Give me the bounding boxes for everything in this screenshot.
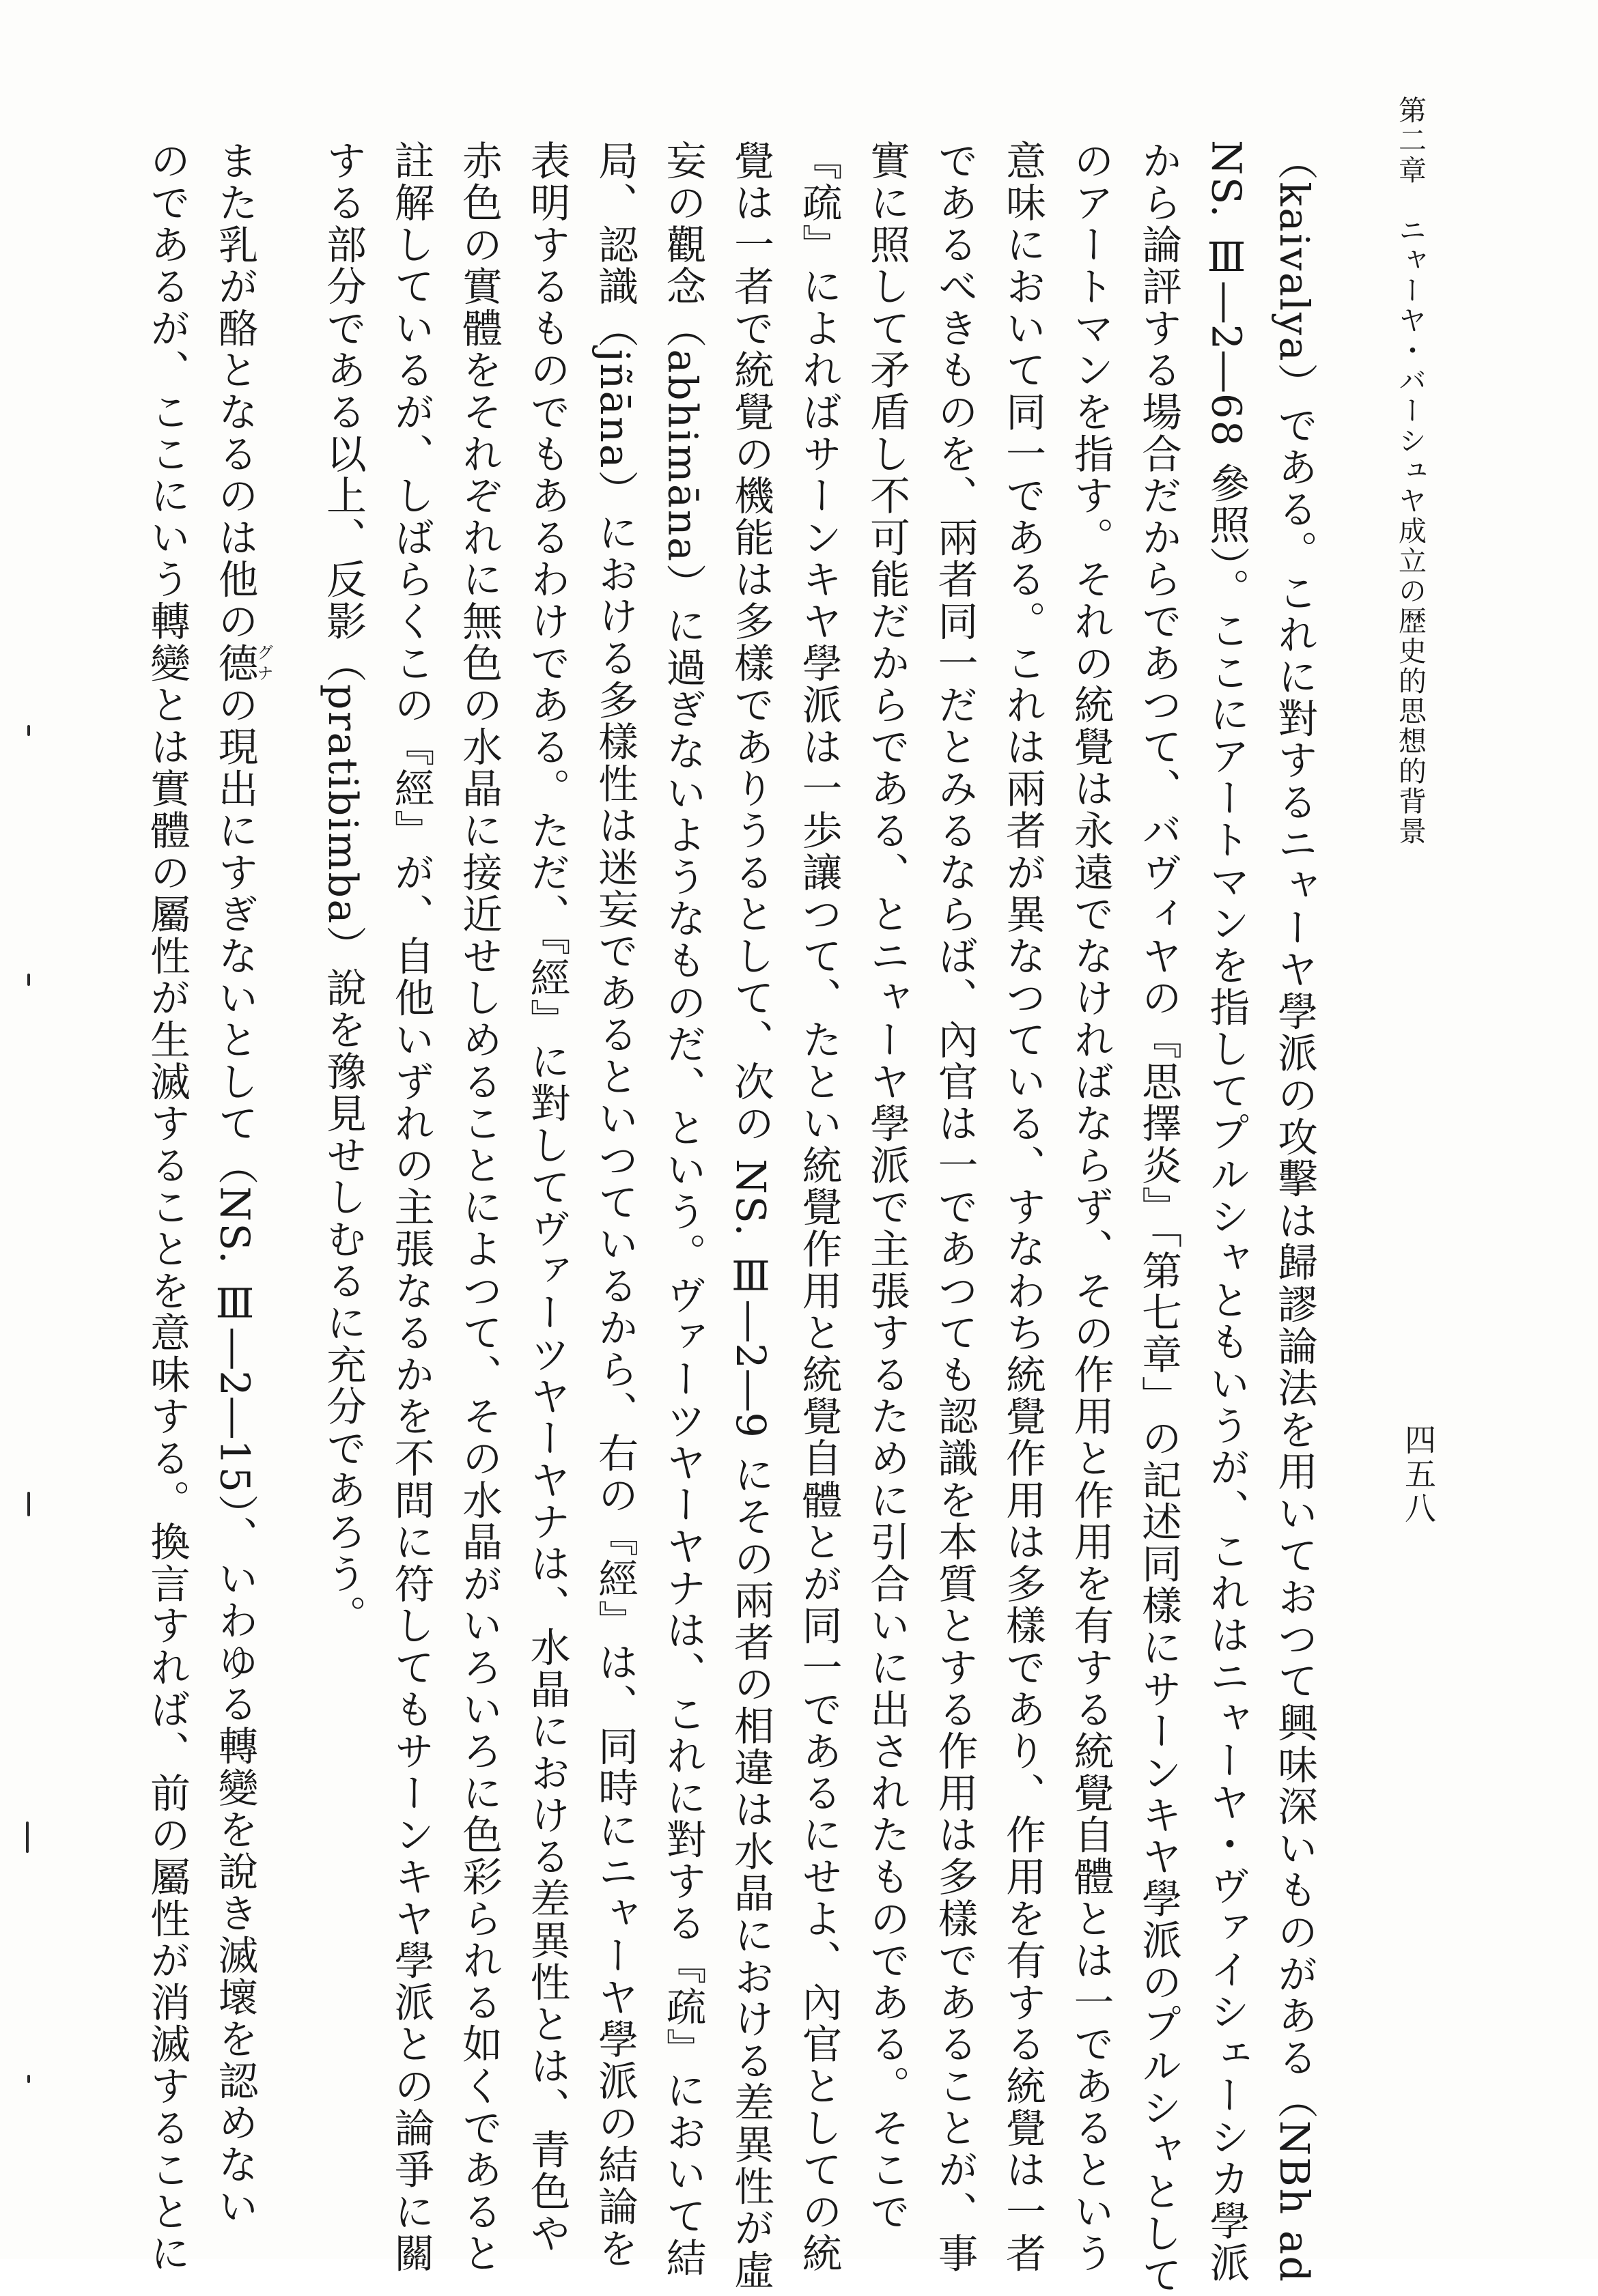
- text-line: 局、認識（jñāna）における多樣性は迷妄であるといつているから、右の『經』は、同時にニャーヤ學派の結論を: [591, 140, 639, 2269]
- text-line: 表明するものでもあるわけである。ただ、『經』に對してヴァーツヤーヤナは、水晶における差異性とは、青色や: [523, 140, 571, 2254]
- margin-mark: [27, 974, 30, 986]
- text-line: のであるが、ここにいう轉變とは實體の屬性が生滅することを意味する。換言すれば、前の屬性が消滅することに: [143, 140, 191, 2275]
- text-line: NS. Ⅲ―2―68 參照）。ここにアートマンを指してプルシャともいうが、これはニャーヤ・ヴァイシェーシカ學派: [1203, 140, 1250, 2284]
- ruby-reading: グナ: [254, 642, 273, 684]
- text-line: のアートマンを指す。それの統覺は永遠でなければならず、その作用と作用を有する統覺自體とは一であるという: [1067, 140, 1115, 2275]
- page-number: 四五八: [1400, 1423, 1437, 1526]
- text-line: であるべきものを、兩者同一だとみるならば、內官は一であつても認識を本質とする作用は多樣であることが、事: [931, 140, 979, 2275]
- text-line: から論評する場合だからであつて、バヴィヤの『思擇炎』「第七章」の記述同樣にサーンキヤ學派のプルシャとして: [1135, 140, 1182, 2296]
- text-line: 覺は一者で統覺の機能は多樣でありうるとして、次の NS. Ⅲ―2―9 にその兩者の相違は水晶における差異性が虛: [727, 140, 774, 2291]
- text-line: 妄の觀念（abhimāna）に過ぎないようなものだ、という。ヴァーツヤーヤナは、これに對する『疏』において結: [659, 140, 707, 2279]
- text-line: 註解しているが、しばらくこの『經』が、自他いずれの主張なるかを不問に符してもサーンキヤ學派との論爭に關: [387, 140, 435, 2275]
- margin-mark: [27, 1492, 30, 1516]
- text-line: 實に照して矛盾し不可能だからである、とニャーヤ學派で主張するために引合いに出されたものである。そこで: [863, 140, 910, 2233]
- text-line: する部分である以上、反影（pratibimba）說を豫見せしむるに充分であろう。: [320, 140, 367, 1637]
- text-line: 意味において同一である。これは兩者が異なつている、すなわち統覺作用は多樣であり、作用を有する統覺は一者: [999, 140, 1046, 2275]
- text-line: （kaivalya）である。これに對するニャーヤ學派の攻擊は歸謬論法を用いておつて興味深いものがある（NBh ad: [1271, 140, 1318, 2284]
- margin-mark: [27, 725, 30, 736]
- text-line: 『疏』によればサーンキヤ學派は一歩讓つて、たとい統覺作用と統覺自體とが同一であるにせよ、內官としての統: [795, 140, 843, 2275]
- text-line: [201, 140, 309, 2228]
- margin-mark: [27, 2075, 30, 2083]
- text-segment: また乳が酪となるのは他の德グナの現出にすぎないとして（NS. Ⅲ―2―15）、いわゆる轉變を說き滅壞を認めない: [211, 140, 273, 2228]
- ruby-annotation: 德グナ: [211, 642, 273, 684]
- margin-mark: [26, 1822, 29, 1853]
- body-text: [143, 140, 1328, 2296]
- text-line: 赤色の實體をそれぞれに無色の水晶に接近せしめることによつて、その水晶がいろいろに色彩られる如くであると: [455, 140, 503, 2275]
- chapter-header: 第二章 ニャーヤ・バーシュヤ成立の歴史的思想的背景: [1394, 96, 1427, 847]
